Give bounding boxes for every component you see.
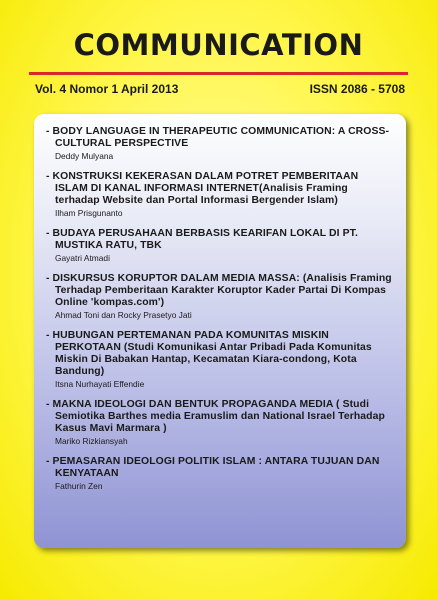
article-author: Fathurin Zen — [55, 481, 103, 491]
article-title: - BUDAYA PERUSAHAAN BERBASIS KEARIFAN LOKAL DI PT. MUSTIKA RATU, TBK — [46, 228, 358, 251]
article-author: Deddy Mulyana — [55, 151, 114, 161]
article-entry — [46, 126, 392, 162]
journal-title: COMMUNICATION — [73, 28, 364, 62]
article-title: - KONSTRUKSI KEKERASAN DALAM POTRET PEMBERITAAN ISLAM DI KANAL INFORMASI INTERNET(Analisis Framing terhadap Website dan Portal Informasi Bergender Islam) — [46, 171, 359, 206]
table-of-contents-panel — [34, 114, 406, 548]
article-title: - DISKURSUS KORUPTOR DALAM MEDIA MASSA: (Analisis Framing Terhadap Pemberitaan Karakter Koruptor Kader Partai Di Kompas Online 'kompas.com') — [46, 273, 392, 308]
article-title: - PEMASARAN IDEOLOGI POLITIK ISLAM : ANTARA TUJUAN DAN KENYATAAN — [46, 456, 380, 479]
issue-info-bar — [35, 82, 405, 98]
article-entry — [46, 330, 392, 390]
article-title: - HUBUNGAN PERTEMANAN PADA KOMUNITAS MISKIN PERKOTAAN (Studi Komunikasi Antar Pribadi Pada Komunitas Miskin Di Babakan Hantap, Kecamatan Kiara-condong, Kota Bandung) — [46, 330, 372, 377]
article-title: - MAKNA IDEOLOGI DAN BENTUK PROPAGANDA MEDIA ( Studi Semiotika Barthes media Eramuslim dan National Israel Terhadap Kasus Mavi Marmara ) — [46, 399, 385, 434]
issn-number: ISSN 2086 - 5708 — [309, 82, 405, 96]
article-author: Itsna Nurhayati Effendie — [55, 379, 145, 389]
article-entry — [46, 456, 392, 492]
article-title: - BODY LANGUAGE IN THERAPEUTIC COMMUNICATION: A CROSS-CULTURAL PERSPECTIVE — [46, 126, 390, 149]
article-entry — [46, 228, 392, 264]
article-author: Gayatri Atmadi — [55, 253, 110, 263]
article-entry — [46, 273, 392, 321]
article-author: Mariko Rizkiansyah — [55, 436, 128, 446]
article-entry — [46, 171, 392, 219]
article-author: Ilham Prisgunanto — [55, 208, 123, 218]
title-divider — [29, 72, 408, 75]
article-author: Ahmad Toni dan Rocky Prasetyo Jati — [55, 310, 192, 320]
article-entry — [46, 399, 392, 447]
volume-info: Vol. 4 Nomor 1 April 2013 — [35, 82, 179, 96]
